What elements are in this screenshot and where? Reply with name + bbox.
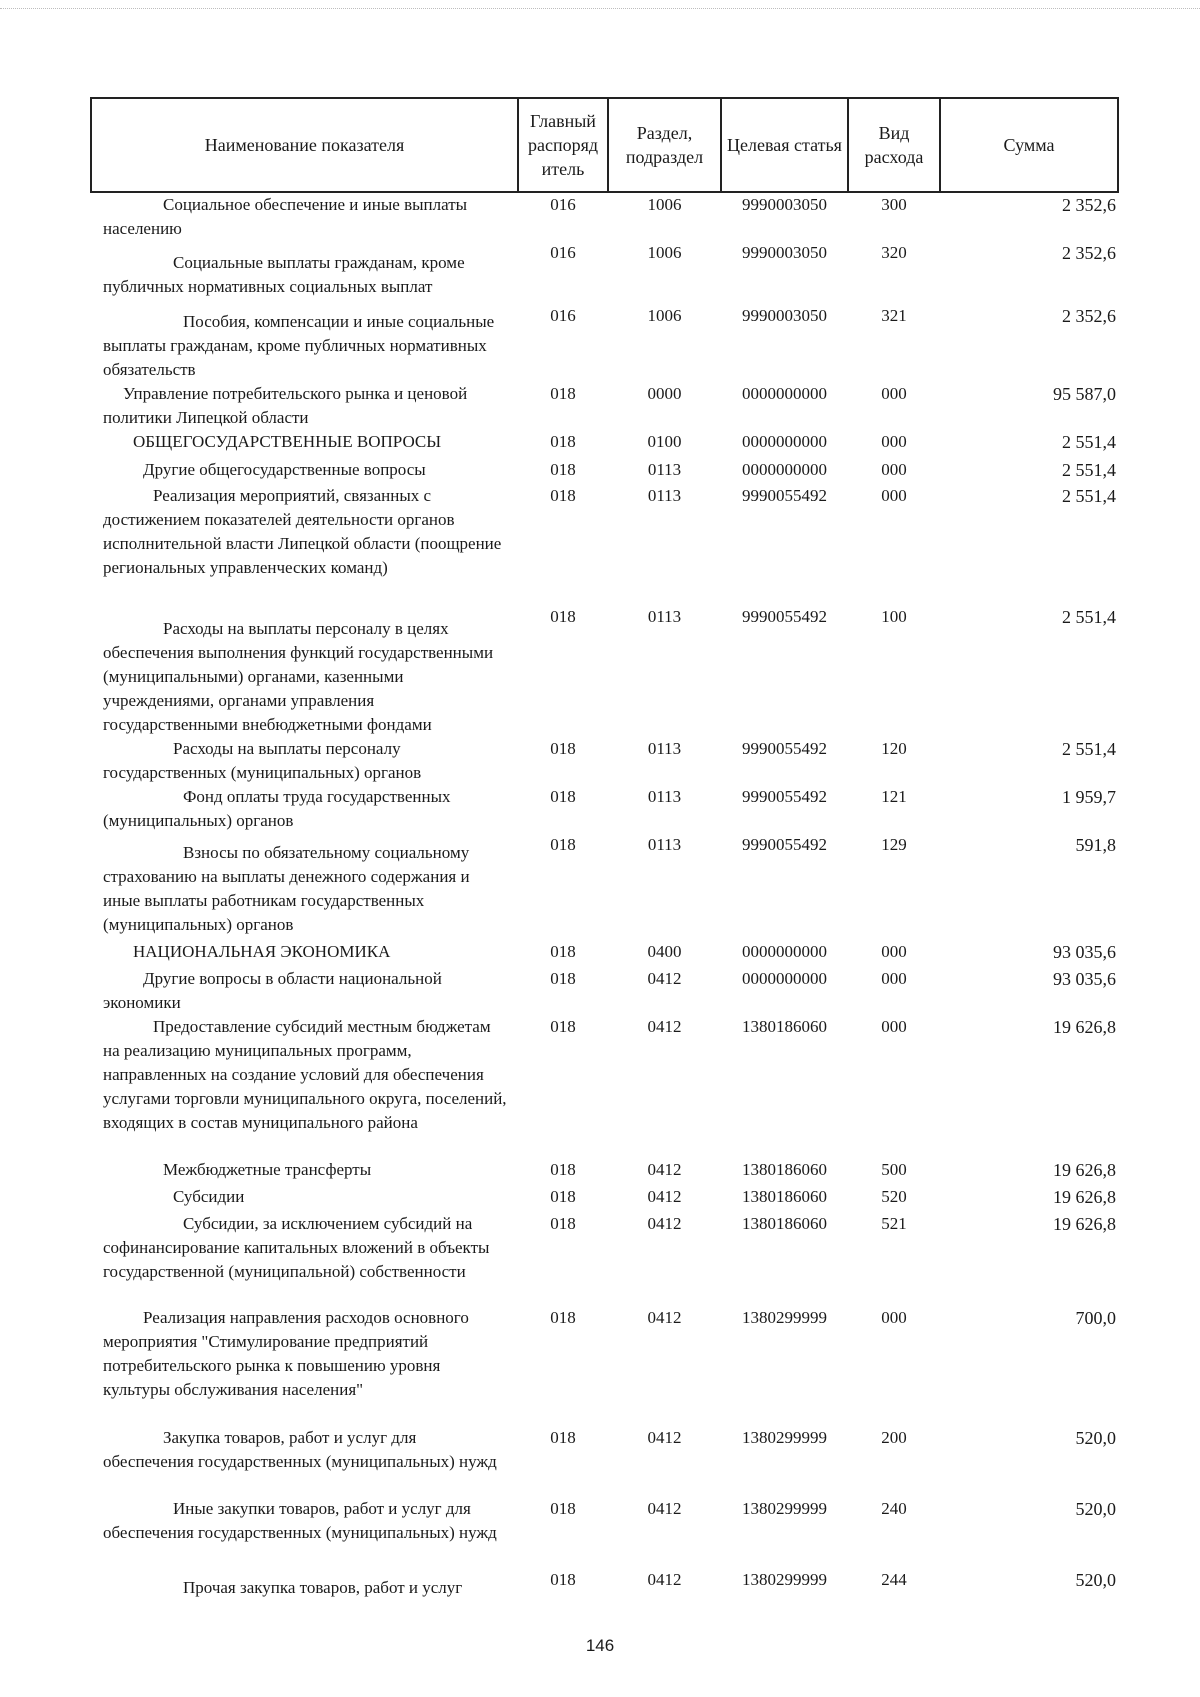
row-section: 0113 [647,787,682,806]
row-main-manager: 016 [550,306,576,325]
row-name: Другие общегосударственные вопросы [143,460,426,479]
table-row [91,1306,1118,1426]
row-sum: 2 551,4 [1062,739,1116,759]
row-name: Межбюджетные трансферты [163,1160,372,1179]
row-section: 1006 [647,243,682,262]
table-row [91,1212,1118,1306]
row-expense-kind: 521 [881,1214,907,1233]
row-name: Предоставление субсидий местным бюджетам на реализацию муниципальных программ, направленных на создание условий для обеспечения услугами торговли муниципального округа, поселений, входящих в состав муниципального района [103,1017,507,1132]
table-row [91,605,1118,737]
row-sum: 95 587,0 [1053,384,1116,404]
row-target-article: 1380299999 [742,1499,827,1518]
row-section: 0000 [647,384,682,403]
table-row [91,382,1118,430]
page-number: 146 [585,1636,615,1655]
row-name: НАЦИОНАЛЬНАЯ ЭКОНОМИКА [133,942,391,961]
row-name: Пособия, компенсации и иные социальные выплаты гражданам, кроме публичных нормативных обязательств [103,312,495,379]
document-page [90,97,1117,1608]
row-target-article: 9990003050 [742,195,827,214]
row-expense-kind: 520 [881,1187,907,1206]
row-expense-kind: 100 [881,607,907,626]
row-expense-kind: 200 [881,1428,907,1447]
table-row [91,241,1118,304]
row-expense-kind: 121 [881,787,907,806]
row-main-manager: 018 [550,1428,576,1447]
table-row [91,785,1118,833]
row-section: 0100 [647,432,682,451]
row-expense-kind: 000 [881,942,907,961]
row-name: Прочая закупка товаров, работ и услуг [183,1578,463,1597]
row-name: Расходы на выплаты персоналу в целях обеспечения выполнения функций государственными (муниципальными) органами, казенными учреждениями, органами управления государственными внебюджетными фондами [103,619,494,734]
row-main-manager: 016 [550,195,576,214]
row-expense-kind: 244 [881,1570,907,1589]
expenditure-table [90,97,1119,1608]
row-main-manager: 018 [550,1308,576,1327]
table-row [91,833,1118,940]
row-main-manager: 018 [550,969,576,988]
row-name: Социальное обеспечение и иные выплаты населению [103,195,468,238]
row-main-manager: 018 [550,1017,576,1036]
row-name: Фонд оплаты труда государственных (муниципальных) органов [103,787,451,830]
row-target-article: 9990055492 [742,486,827,505]
table-row [91,484,1118,605]
row-expense-kind: 000 [881,384,907,403]
row-target-article: 9990055492 [742,739,827,758]
row-name: Субсидии [173,1187,245,1206]
row-target-article: 1380186060 [742,1214,827,1233]
row-main-manager: 018 [550,1499,576,1518]
row-sum: 2 352,6 [1062,306,1116,326]
table-row [91,304,1118,382]
table-row [91,1015,1118,1158]
table-row [91,1158,1118,1185]
row-name: Другие вопросы в области национальной экономики [103,969,442,1012]
row-expense-kind: 000 [881,969,907,988]
row-main-manager: 018 [550,460,576,479]
table-row [91,737,1118,785]
row-main-manager: 018 [550,1570,576,1589]
row-section: 0113 [647,486,682,505]
row-target-article: 0000000000 [742,969,827,988]
row-expense-kind: 000 [881,1017,907,1036]
row-sum: 1 959,7 [1062,787,1116,807]
row-target-article: 0000000000 [742,942,827,961]
row-sum: 93 035,6 [1053,969,1116,989]
row-target-article: 1380186060 [742,1017,827,1036]
row-target-article: 9990003050 [742,306,827,325]
row-sum: 2 551,4 [1062,486,1116,506]
row-expense-kind: 000 [881,460,907,479]
row-target-article: 9990055492 [742,835,827,854]
row-main-manager: 016 [550,243,576,262]
row-name: Управление потребительского рынка и ценовой политики Липецкой области [103,384,468,427]
table-header-row [91,98,1118,192]
row-main-manager: 018 [550,787,576,806]
row-target-article: 9990055492 [742,607,827,626]
table-row [91,192,1118,241]
row-sum: 520,0 [1075,1428,1116,1448]
row-sum: 2 551,4 [1062,460,1116,480]
row-section: 0113 [647,607,682,626]
row-name: Социальные выплаты гражданам, кроме публичных нормативных социальных выплат [103,253,465,296]
row-target-article: 9990003050 [742,243,827,262]
row-name: Иные закупки товаров, работ и услуг для обеспечения государственных (муниципальных) нужд [103,1499,497,1542]
row-section: 0412 [647,1187,682,1206]
row-section: 0412 [647,1428,682,1447]
row-section: 0412 [647,1017,682,1036]
row-target-article: 1380299999 [742,1308,827,1327]
row-main-manager: 018 [550,1160,576,1179]
row-expense-kind: 000 [881,1308,907,1327]
row-section: 0113 [647,835,682,854]
row-sum: 19 626,8 [1053,1214,1116,1234]
row-expense-kind: 320 [881,243,907,262]
table-row [91,1185,1118,1212]
row-sum: 2 551,4 [1062,607,1116,627]
row-name: Закупка товаров, работ и услуг для обеспечения государственных (муниципальных) нужд [103,1428,497,1471]
row-sum: 2 352,6 [1062,243,1116,263]
row-sum: 19 626,8 [1053,1017,1116,1037]
row-main-manager: 018 [550,942,576,961]
row-section: 0412 [647,1214,682,1233]
header-name: Наименование показателя [91,98,518,192]
row-name: ОБЩЕГОСУДАРСТВЕННЫЕ ВОПРОСЫ [133,432,442,451]
table-row [91,967,1118,1015]
row-expense-kind: 000 [881,432,907,451]
row-target-article: 0000000000 [742,384,827,403]
row-section: 1006 [647,306,682,325]
table-row [91,1497,1118,1568]
row-sum: 700,0 [1075,1308,1116,1328]
row-name: Взносы по обязательному социальному страхованию на выплаты денежного содержания и иные выплаты работникам государственных (муниципальных) органов [103,843,470,934]
header-section: Раздел, подраздел [608,98,721,192]
row-main-manager: 018 [550,739,576,758]
header-target-article: Целевая статья [721,98,848,192]
scan-top-edge [0,8,1200,9]
row-sum: 93 035,6 [1053,942,1116,962]
row-sum: 2 352,6 [1062,195,1116,215]
table-row [91,940,1118,967]
row-main-manager: 018 [550,835,576,854]
row-name: Субсидии, за исключением субсидий на софинансирование капитальных вложений в объекты государственной (муниципальной) собственности [103,1214,490,1281]
row-main-manager: 018 [550,384,576,403]
table-row [91,430,1118,458]
row-target-article: 1380299999 [742,1428,827,1447]
table-row [91,1568,1118,1608]
row-expense-kind: 321 [881,306,907,325]
row-expense-kind: 500 [881,1160,907,1179]
table-row [91,458,1118,484]
row-section: 0412 [647,1499,682,1518]
header-expense-kind: Вид расхода [848,98,940,192]
row-section: 0400 [647,942,682,961]
row-target-article: 1380299999 [742,1570,827,1589]
row-sum: 19 626,8 [1053,1160,1116,1180]
row-main-manager: 018 [550,486,576,505]
row-section: 0113 [647,739,682,758]
table-row [91,1426,1118,1497]
row-expense-kind: 129 [881,835,907,854]
row-name: Расходы на выплаты персоналу государственных (муниципальных) органов [103,739,422,782]
row-target-article: 1380186060 [742,1187,827,1206]
header-sum: Сумма [940,98,1118,192]
row-target-article: 0000000000 [742,432,827,451]
row-main-manager: 018 [550,432,576,451]
row-name: Реализация мероприятий, связанных с достижением показателей деятельности органов исполнительной власти Липецкой области (поощрение региональных управленческих команд) [103,486,502,577]
row-main-manager: 018 [550,1187,576,1206]
row-expense-kind: 240 [881,1499,907,1518]
row-section: 0412 [647,1570,682,1589]
row-section: 1006 [647,195,682,214]
row-expense-kind: 300 [881,195,907,214]
row-target-article: 1380186060 [742,1160,827,1179]
row-main-manager: 018 [550,1214,576,1233]
header-main-manager: Главный распоряд итель [518,98,608,192]
row-sum: 2 551,4 [1062,432,1116,452]
row-section: 0113 [647,460,682,479]
row-sum: 591,8 [1075,835,1116,855]
row-section: 0412 [647,1308,682,1327]
row-section: 0412 [647,1160,682,1179]
row-expense-kind: 120 [881,739,907,758]
row-main-manager: 018 [550,607,576,626]
row-expense-kind: 000 [881,486,907,505]
row-name: Реализация направления расходов основного мероприятия "Стимулирование предприятий потребительского рынка к повышению уровня культуры обслуживания населения" [103,1308,469,1399]
row-sum: 520,0 [1075,1499,1116,1519]
row-sum: 520,0 [1075,1570,1116,1590]
row-target-article: 9990055492 [742,787,827,806]
row-target-article: 0000000000 [742,460,827,479]
row-sum: 19 626,8 [1053,1187,1116,1207]
row-section: 0412 [647,969,682,988]
